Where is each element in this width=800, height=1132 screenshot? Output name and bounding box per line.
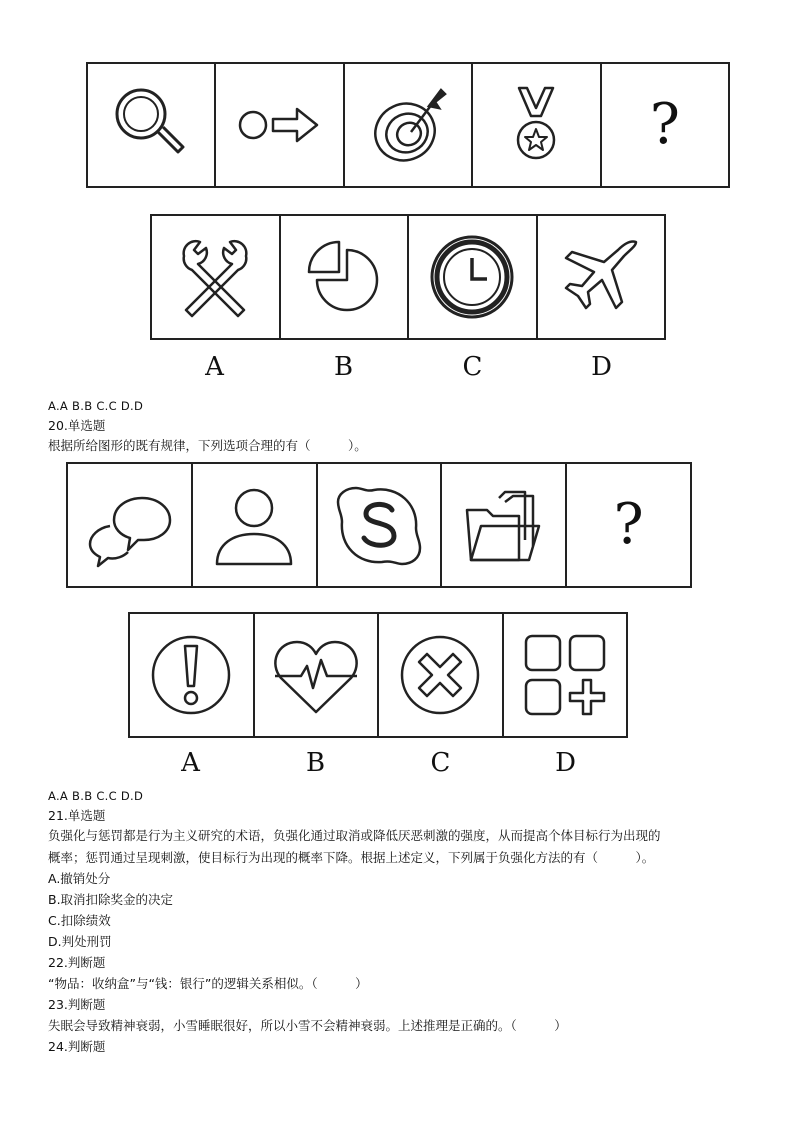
q20-cell-1: [68, 464, 193, 586]
wrench-cross-icon: [170, 232, 260, 322]
q19-cell-3: [345, 64, 473, 186]
q21-number: 21.单选题: [48, 808, 106, 823]
medal-icon: [491, 80, 581, 170]
q21-option-b[interactable]: B.取消扣除奖金的决定: [48, 892, 174, 907]
q19-cell-4: [473, 64, 601, 186]
heartbeat-heart-icon: [271, 630, 361, 720]
q19-options-strip: [150, 214, 666, 340]
q21-option-d[interactable]: D.判处刑罚: [48, 934, 112, 949]
q21-option-a[interactable]: A.撤销处分: [48, 871, 111, 886]
magnifier-icon: [106, 80, 196, 170]
pie-chart-icon: [299, 232, 389, 322]
option-label-b: B: [333, 352, 354, 382]
q20-cell-3: [318, 464, 443, 586]
app-grid-plus-icon: [520, 630, 610, 720]
q19-cell-2: [216, 64, 344, 186]
q20-option-a[interactable]: [130, 614, 255, 736]
q19-option-c[interactable]: [409, 216, 538, 338]
q21-stem-line-1: 负强化与惩罚都是行为主义研究的术语，负强化通过取消或降低厌恶刺激的强度，从而提高个体目标行为出现的: [48, 828, 661, 843]
q20-cell-2: [193, 464, 318, 586]
q20-option-labels: [128, 748, 628, 778]
q20-cell-5: [567, 464, 690, 586]
q20-options-strip: [128, 612, 628, 738]
q19-option-b[interactable]: [281, 216, 410, 338]
question-mark: ?: [649, 92, 680, 157]
q19-option-d[interactable]: [538, 216, 665, 338]
user-icon: [209, 480, 299, 570]
q20-cell-4: [442, 464, 567, 586]
q19-cell-5: [602, 64, 728, 186]
option-label-c: C: [430, 748, 451, 778]
q19-cell-1: [88, 64, 216, 186]
q22-stem: “物品：收纳盒”与“钱：银行”的逻辑关系相似。（ ）: [48, 976, 368, 991]
option-label-b: B: [305, 748, 326, 778]
q22-number: 22.判断题: [48, 955, 106, 970]
q19-question-strip: [86, 62, 730, 188]
option-label-d: D: [555, 748, 576, 778]
q19-option-a[interactable]: [152, 216, 281, 338]
speech-bubbles-icon: [84, 480, 174, 570]
q20-number: 20.单选题: [48, 418, 106, 433]
option-label-a: A: [205, 352, 224, 382]
exclamation-circle-icon: [146, 630, 236, 720]
option-label-c: C: [462, 352, 483, 382]
q20-options-line: A.A B.B C.C D.D: [48, 789, 144, 803]
airplane-icon: [556, 232, 646, 322]
q23-number: 23.判断题: [48, 997, 106, 1012]
option-label-d: D: [591, 352, 612, 382]
q21-stem-line-2: 概率；惩罚通过呈现刺激，使目标行为出现的概率下降。根据上述定义，下列属于负强化方法的有（ ）。: [48, 850, 655, 865]
clock-icon: [427, 232, 517, 322]
q20-question-strip: [66, 462, 692, 588]
q24-number: 24.判断题: [48, 1039, 106, 1054]
skype-icon: [334, 480, 424, 570]
circle-arrow-icon: [235, 80, 325, 170]
q23-stem: 失眠会导致精神衰弱，小雪睡眠很好，所以小雪不会精神衰弱。上述推理是正确的。（ ）: [48, 1018, 567, 1033]
q20-option-d[interactable]: [504, 614, 627, 736]
folder-icon: [459, 480, 549, 570]
target-dart-icon: [363, 80, 453, 170]
q20-stem: 根据所给图形的既有规律，下列选项合理的有（ ）。: [48, 438, 367, 453]
q21-option-c[interactable]: C.扣除绩效: [48, 913, 111, 928]
close-circle-icon: [395, 630, 485, 720]
q19-options-line: A.A B.B C.C D.D: [48, 399, 144, 413]
q19-option-labels: [150, 352, 666, 382]
q20-option-c[interactable]: [379, 614, 504, 736]
question-mark: ?: [613, 492, 644, 557]
q20-option-b[interactable]: [255, 614, 380, 736]
option-label-a: A: [181, 748, 200, 778]
